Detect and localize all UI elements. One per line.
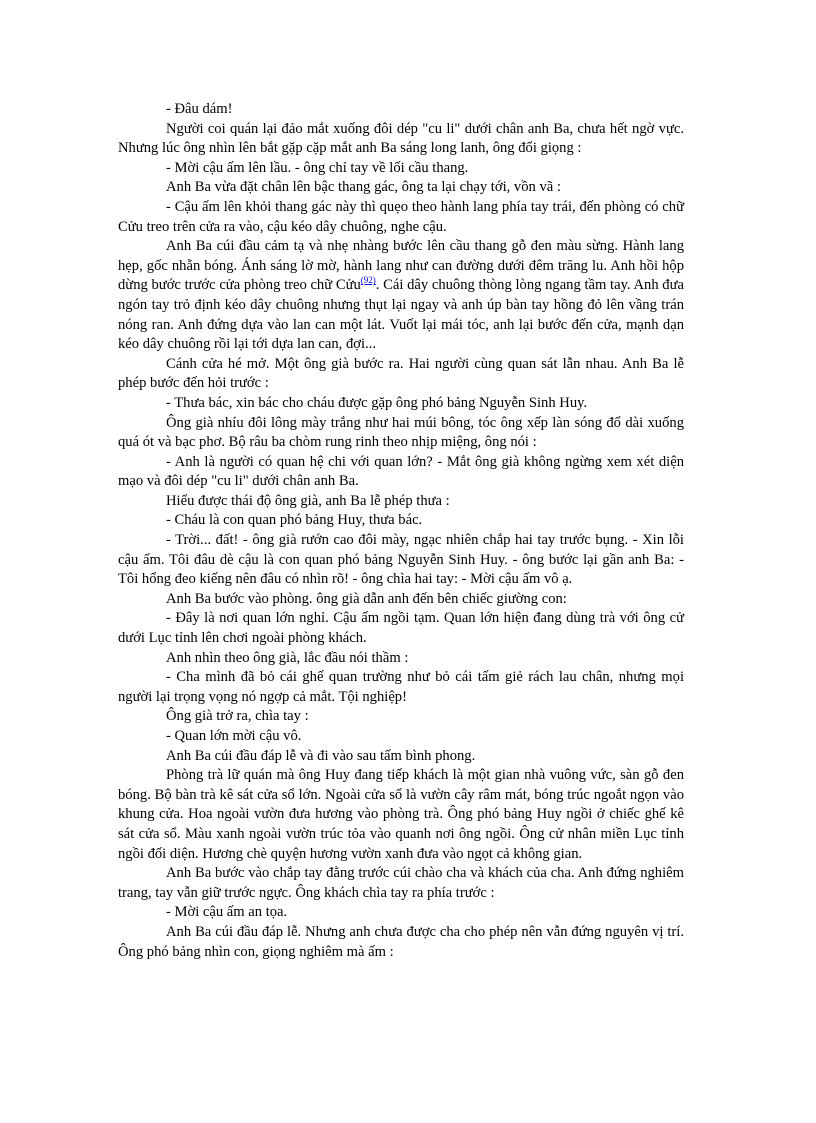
paragraph-8: - Thưa bác, xin bác cho cháu được gặp ông phó bảng Nguyễn Sinh Huy.	[166, 394, 588, 411]
paragraph-22: Anh Ba bước vào chắp tay đằng trước cúi chào cha và khách của cha. Anh đứng nghiêm trang, tay vẫn giữ trước ngực. Ông khách chìa tay ra phía trước :	[118, 865, 684, 901]
paragraph-6	[118, 237, 684, 355]
paragraph-6-text-before: Anh Ba cúi đầu cảm tạ và nhẹ nhàng bước lên cầu thang gỗ đen màu sừng. Hành lang hẹp, gốc nhẵn bóng. Ánh sáng lờ mờ, hành lang như can đường dưới đêm trăng lu. Anh hồi hộp dừng bước trước cửa phòng treo chữ Cửu	[118, 238, 684, 294]
paragraph-19: - Quan lớn mời cậu vô.	[166, 728, 302, 744]
paragraph-17: - Cha mình đã bỏ cái ghế quan trường như bỏ cái tấm giẻ rách lau chân, nhưng mọi người lại trọng vọng nó ngợp cả mắt. Tội nghiệp!	[118, 669, 684, 705]
paragraph-23: - Mời cậu ấm an tọa.	[166, 904, 288, 921]
document-page	[118, 100, 684, 962]
paragraph-12: - Cháu là con quan phó bảng Huy, thưa bác.	[166, 512, 423, 529]
paragraph-21: Phòng trà lữ quán mà ông Huy đang tiếp khách là một gian nhà vuông vức, sàn gỗ đen bóng. Bộ bàn trà kê sát cửa sổ lớn. Ngoài cửa sổ là vườn cây râm mát, bóng trúc ngoắt ngọn vào khung cửa. Hoa ngoài vườn đưa hương vào phòng trà. Ông phó bảng Huy ngồi ở chiếc ghế kê sát cửa sổ. Màu xanh ngoài vườn trúc tỏa vào quanh nơi ông ngồi. Ông cử nhân miền Lục tỉnh ngồi đối diện. Hương chè quyện hương vườn xanh đưa vào ngọt cả không gian.	[118, 767, 684, 862]
paragraph-11: Hiểu được thái độ ông già, anh Ba lễ phép thưa :	[166, 492, 450, 509]
paragraph-9: Ông già nhíu đôi lông mày trắng như hai múi bông, tóc ông xếp làn sóng đổ dài xuống quá ót và bạc phơ. Bộ râu ba chòm rung rinh theo nhịp miệng, ông nói :	[118, 414, 684, 451]
footnote-link[interactable]: (92)	[360, 275, 376, 286]
paragraph-7: Cánh cửa hé mở. Một ông già bước ra. Hai người cùng quan sát lẫn nhau. Anh Ba lễ phép bước đến hỏi trước :	[118, 355, 684, 392]
paragraph-16: Anh nhìn theo ông già, lắc đầu nói thầm :	[166, 649, 409, 666]
paragraph-4: Anh Ba vừa đặt chân lên bậc thang gác, ông ta lại chạy tới, vồn vã :	[166, 179, 561, 196]
paragraph-10: - Anh là người có quan hệ chi với quan lớn? - Mắt ông già không ngừng xem xét diện mạo và đôi dép "cu li" dưới chân anh Ba.	[118, 453, 684, 490]
paragraph-24: Anh Ba cúi đầu đáp lễ. Nhưng anh chưa được cha cho phép nên vẫn đứng nguyên vị trí. Ông phó bảng nhìn con, giọng nghiêm mà ấm :	[118, 923, 684, 960]
paragraph-14: Anh Ba bước vào phòng. ông già dẫn anh đến bên chiếc giường con:	[166, 590, 567, 607]
paragraph-3: - Mời cậu ấm lên lầu. - ông chỉ tay về lối cầu thang.	[166, 159, 469, 176]
paragraph-6-text-after: . Cái dây chuông thòng lòng ngang tầm tay. Anh đưa ngón tay trỏ định kéo dây chuông nhưng thụt lại ngay và anh úp bàn tay hồng đỏ lên vầng trán nóng ran. Anh đứng dựa vào lan can một lát. Vuốt lại mái tóc, anh lại bước đến cửa, mạnh dạn kéo dây chuông rồi lại tới dựa lan can, đợi...	[118, 277, 684, 353]
paragraph-18: Ông già trở ra, chìa tay :	[166, 708, 309, 725]
paragraph-13: - Trời... đất! - ông già rướn cao đôi mày, ngạc nhiên chắp hai tay trước bụng. - Xin lỗi cậu ấm. Tôi đâu dè cậu là con quan phó bảng Nguyễn Sinh Huy. - ông bước lại gần anh Ba: - Tôi hổng đeo kiếng nên đâu có nhìn rõ! - ông chìa hai tay: - Mời cậu ấm vô ạ.	[118, 532, 684, 588]
paragraph-2: Người coi quán lại đảo mắt xuống đôi dép "cu li" dưới chân anh Ba, chưa hết ngờ vực. Nhưng lúc ông nhìn lên bắt gặp cặp mắt anh Ba sáng long lanh, ông đổi giọng :	[118, 120, 684, 157]
paragraph-15: - Đây là nơi quan lớn nghỉ. Cậu ấm ngồi tạm. Quan lớn hiện đang dùng trà với ông cử dưới Lục tỉnh lên chơi ngoài phòng khách.	[118, 610, 684, 647]
paragraph-20: Anh Ba cúi đầu đáp lễ và đi vào sau tấm bình phong.	[166, 747, 476, 764]
paragraph-5: - Cậu ấm lên khỏi thang gác này thì quẹo theo hành lang phía tay trái, đến phòng có chữ Cửu treo trên cửa ra vào, cậu kéo dây chuông, nghe cậu.	[118, 198, 684, 235]
paragraph-1: - Đâu dám!	[166, 101, 233, 117]
